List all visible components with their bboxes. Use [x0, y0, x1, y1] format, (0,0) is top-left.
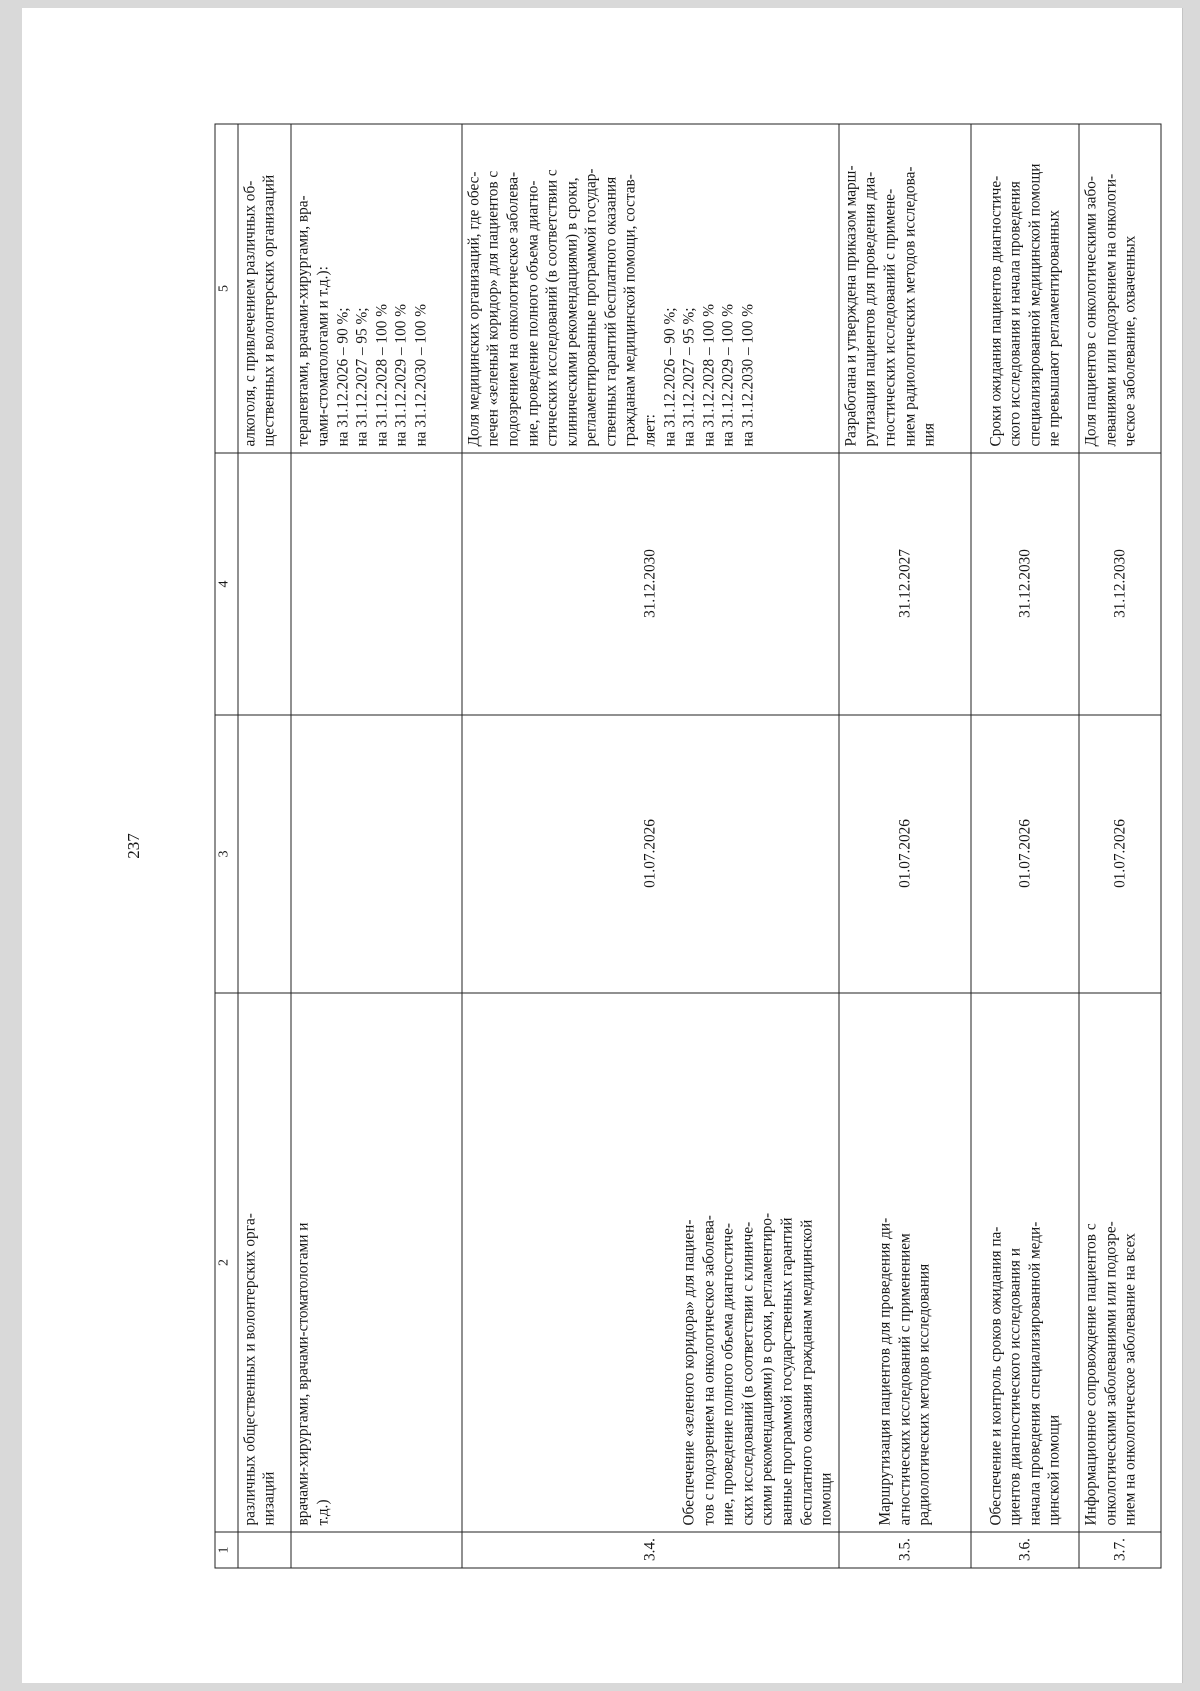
table-row	[971, 124, 1079, 1568]
table-row	[839, 124, 972, 1568]
header-cell: 2	[215, 993, 238, 1532]
row-number	[291, 1532, 461, 1568]
measure-cell: Информационное сопровождение пациентов с онкологическими заболеваниями или подозре- нием на онкологическое заболевание на всех	[1079, 993, 1161, 1532]
start-date-cell: 01.07.2026	[462, 715, 839, 993]
end-date-cell: 31.12.2030	[971, 453, 1079, 715]
indicator-cell: Доля медицинских организаций, где обес- печен «зеленый коридор» для пациентов с подозрением на онкологическое заболева- ние, проведение полного объема диагно- стических исследований (в соответствии с клиническими рекомендациями) в сроки, регламентированные программой государ- ственных гарантий бесплатного оказания гражданам медицинской помощи, состав- ляет: на 31.12.2026 – 90 %; на 31.12.2027 – 95 %; на 31.12.2028 – 100 % на 31.12.2029 – 100 % на 31.12.2030 – 100 %	[462, 124, 839, 453]
document-page	[22, 8, 1183, 1683]
table-row	[238, 124, 292, 1568]
end-date-cell: 31.12.2027	[839, 453, 972, 715]
measure-cell: различных общественных и волонтерских орга- низаций	[238, 993, 292, 1532]
indicator-cell: терапевтами, врачами-хирургами, вра- чами-стоматологами и т.д.): на 31.12.2026 – 90 %; на 31.12.2027 – 95 %; на 31.12.2028 – 100 % на 31.12.2029 – 100 % на 31.12.2030 – 100 %	[291, 124, 461, 453]
start-date-cell: 01.07.2026	[971, 715, 1079, 993]
end-date-cell	[291, 453, 461, 715]
header-row	[215, 124, 238, 1568]
start-date-cell	[238, 715, 292, 993]
row-number: 3.6.	[971, 1532, 1079, 1568]
end-date-cell: 31.12.2030	[1079, 453, 1161, 715]
measure-cell: врачами-хирургами, врачами-стоматологами и т.д.)	[291, 993, 461, 1532]
table-row	[1079, 124, 1161, 1568]
table-row	[462, 124, 839, 1568]
header-cell: 4	[215, 453, 238, 715]
measures-table	[215, 123, 1162, 1568]
indicator-cell: Доля пациентов с онкологическими забо- леваниями или подозрением на онкологи- ческое заболевание, охваченных	[1079, 124, 1161, 453]
header-cell: 1	[215, 1532, 238, 1568]
measure-cell: Обеспечение «зеленого коридора» для пациен- тов с подозрением на онкологическое заболева- ние, проведение полного объема диагностиче- ских исследований (в соответствии с клиниче- скими рекомендациями) в сроки, регламентиро- ванные программой государственных гарантий бесплатного оказания гражданам медицинской помощи	[462, 993, 839, 1532]
header-cell: 3	[215, 715, 238, 993]
row-number: 3.4.	[462, 1532, 839, 1568]
start-date-cell: 01.07.2026	[1079, 715, 1161, 993]
row-number: 3.7.	[1079, 1532, 1161, 1568]
table-container	[215, 124, 1162, 1568]
header-cell: 5	[215, 124, 238, 453]
start-date-cell	[291, 715, 461, 993]
row-number: 3.5.	[839, 1532, 972, 1568]
indicator-cell: алкоголя, с привлечением различных об- щественных и волонтерских организаций	[238, 124, 292, 453]
end-date-cell: 31.12.2030	[462, 453, 839, 715]
start-date-cell: 01.07.2026	[839, 715, 972, 993]
indicator-cell: Сроки ожидания пациентов диагностиче- ского исследования и начала проведения специализированной медицинской помощи не превышают регламентированных	[971, 124, 1079, 453]
measure-cell: Маршрутизация пациентов для проведения ди- агностических исследований с применением радиологических методов исследования	[839, 993, 972, 1532]
measure-cell: Обеспечение и контроль сроков ожидания па- циентов диагностического исследования и начала проведения специализированной меди- цинской помощи	[971, 993, 1079, 1532]
indicator-cell: Разработана и утверждена приказом марш- рутизация пациентов для проведения диа- гностических исследований с примене- нием радиологических методов исследова- ния	[839, 124, 972, 453]
page-number: 237	[124, 833, 143, 859]
end-date-cell	[238, 453, 292, 715]
row-number	[238, 1532, 292, 1568]
table-row	[291, 124, 461, 1568]
